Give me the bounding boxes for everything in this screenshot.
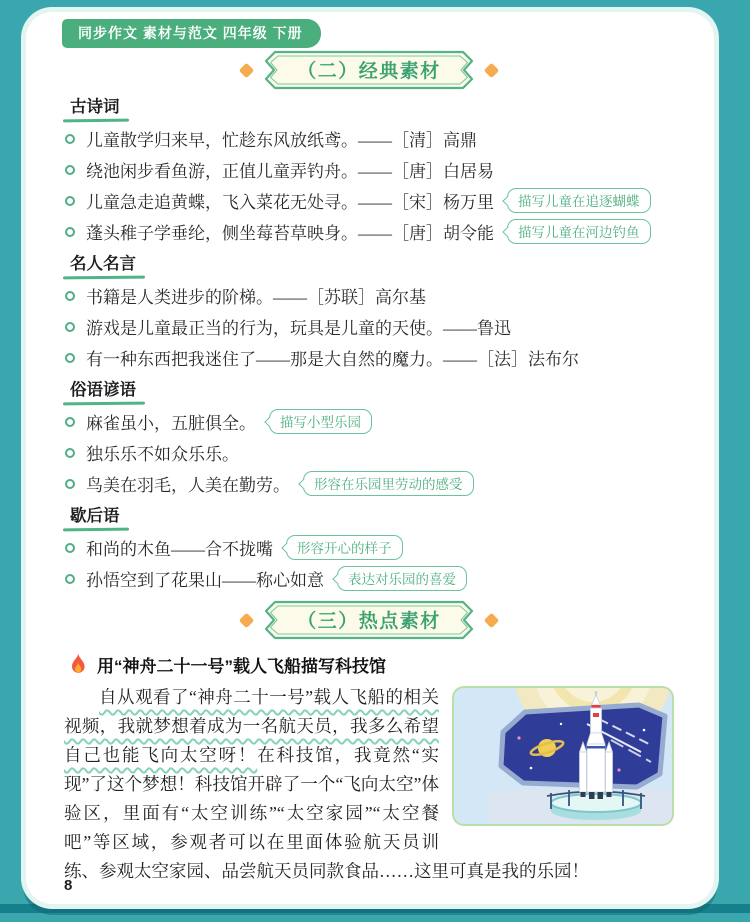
bullet-icon (65, 479, 75, 489)
bullet-icon (65, 134, 75, 144)
header-badge (62, 19, 321, 48)
usage-tag: 表达对乐园的喜爱 (337, 566, 467, 591)
list-item (64, 154, 674, 185)
usage-tag: 描写小型乐园 (269, 409, 372, 434)
list-item (64, 216, 674, 247)
flame-icon (68, 652, 88, 676)
diamond-icon (484, 612, 500, 628)
paragraph-underlined-text: 自从观看了“神舟二十一号”载人飞船的相关视频，我就梦想着成为一名航天员，我多么希望自己也能飞向太空呀！ (64, 687, 439, 765)
group-heading-proverbs: 俗语谚语 (70, 381, 136, 402)
bullet-icon (65, 227, 75, 237)
quote-text: 孙悟空到了花果山——称心如意 (86, 571, 324, 590)
quote-text: 有一种东西把我迷住了——那是大自然的魔力。——［法］法布尔 (86, 350, 579, 369)
hot-topic-paragraph (64, 683, 674, 886)
section-title-hot (64, 600, 674, 640)
section-title-classic (64, 50, 674, 90)
header-badge-label: 同步作文 素材与范文 四年级 下册 (78, 25, 303, 41)
section-title-hot-label: （三）热点素材 (297, 611, 441, 632)
list-item (64, 532, 674, 563)
quote-text: 麻雀虽小，五脏俱全。 (86, 414, 256, 433)
bullet-icon (65, 448, 75, 458)
quote-text: 鸟美在羽毛，人美在勤劳。 (86, 476, 290, 495)
diamond-icon (239, 62, 255, 78)
quote-text: 蓬头稚子学垂纶，侧坐莓苔草映身。——［唐］胡令能 (86, 224, 494, 243)
paragraph-text: 在科技馆，我竟然“实现”了这个梦想！科技馆开辟了一个“飞向太空”体验区，里面有“太空训练”“太空家园”“太空餐吧”等区域，参观者可以在里面体验航天员训练、参观太空家园、品尝航天员同款食品……这里可真是我的乐园！ (64, 745, 589, 881)
usage-tag: 描写儿童在追逐蝴蝶 (507, 188, 651, 213)
quote-text: 和尚的木鱼——合不拢嘴 (86, 540, 273, 559)
bullet-icon (65, 353, 75, 363)
page-bottom-shadow (0, 904, 750, 913)
list-item (64, 185, 674, 216)
usage-tag: 形容开心的样子 (286, 535, 403, 560)
bullet-icon (65, 417, 75, 427)
group-heading-xiehouyu: 歇后语 (70, 507, 120, 528)
quote-text: 绕池闲步看鱼游，正值儿童弄钓舟。——［唐］白居易 (86, 162, 494, 181)
diamond-icon (484, 62, 500, 78)
quote-text: 游戏是儿童最正当的行为，玩具是儿童的天使。——鲁迅 (86, 319, 511, 338)
bullet-icon (65, 574, 75, 584)
bullet-icon (65, 165, 75, 175)
group-heading-quotes: 名人名言 (70, 255, 136, 276)
bullet-icon (65, 322, 75, 332)
book-page (26, 12, 714, 904)
rocket-exhibit-illustration (452, 686, 674, 826)
list-item (64, 280, 674, 311)
section-title-classic-badge (261, 50, 477, 90)
topic-heading (68, 652, 674, 676)
quote-text: 儿童散学归来早，忙趁东风放纸鸢。——［清］高鼎 (86, 131, 477, 150)
usage-tag: 形容在乐园里劳动的感受 (303, 471, 474, 496)
list-item (64, 468, 674, 499)
list-item (64, 123, 674, 154)
topic-heading-label: 用“神舟二十一号”载人飞船描写科技馆 (97, 656, 386, 676)
quote-text: 书籍是人类进步的阶梯。——［苏联］高尔基 (86, 288, 426, 307)
section-title-classic-label: （二）经典素材 (297, 61, 441, 82)
group-heading-poems: 古诗词 (70, 98, 120, 119)
list-item (64, 437, 674, 468)
bullet-icon (65, 291, 75, 301)
quote-text: 独乐乐不如众乐乐。 (86, 445, 239, 464)
list-item (64, 563, 674, 594)
diamond-icon (239, 612, 255, 628)
quote-text: 儿童急走追黄蝶，飞入菜花无处寻。——［宋］杨万里 (86, 193, 494, 212)
usage-tag: 描写儿童在河边钓鱼 (507, 219, 651, 244)
bullet-icon (65, 196, 75, 206)
section-title-hot-badge (261, 600, 477, 640)
page-number: 8 (64, 877, 73, 894)
bullet-icon (65, 543, 75, 553)
list-item (64, 342, 674, 373)
list-item (64, 406, 674, 437)
list-item (64, 311, 674, 342)
